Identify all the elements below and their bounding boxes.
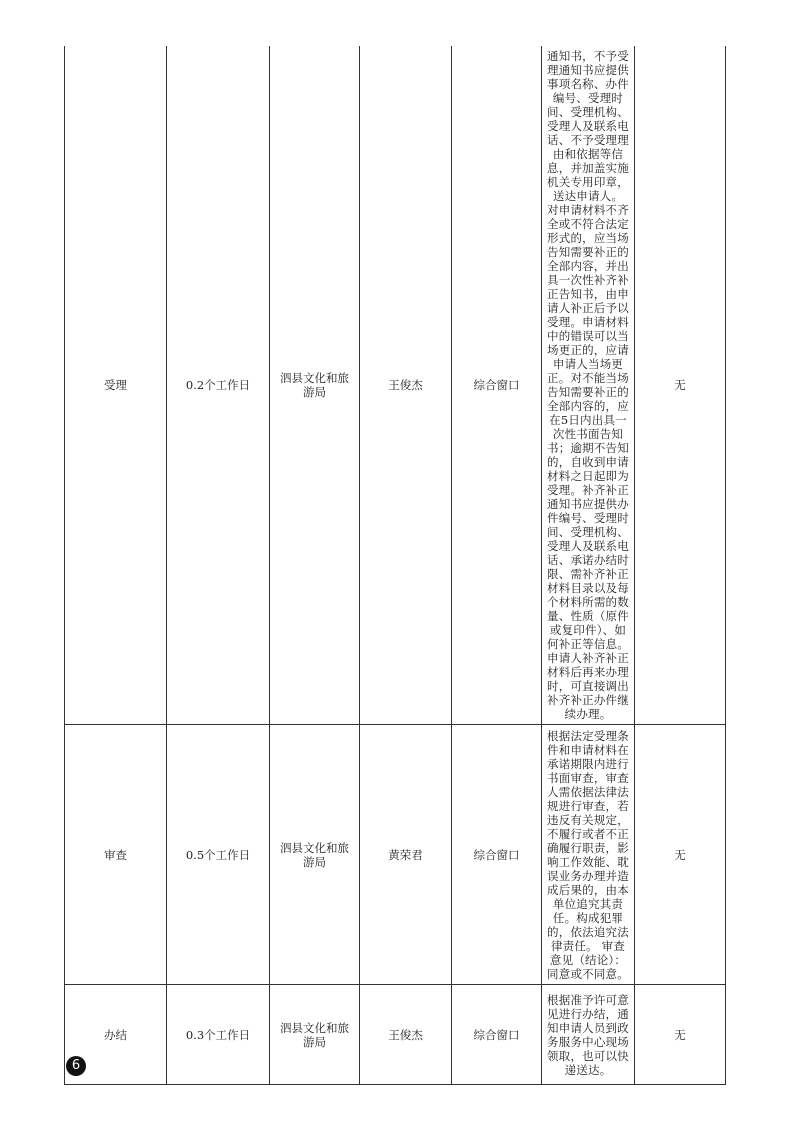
person-cell: 黄荣君 (360, 725, 452, 985)
desc-text: 根据准予许可意见进行办结，通知申请人员到政务服务中心现场领取，也可以快递送达。 (547, 992, 629, 1077)
desc-text: 通知书，不予受理通知书应提供事项名称、办件编号、受理时间、受理机构、受理人及联系电话、不予受理理由和依据等信息，并加盖实施机关专用印章，送达申请人。 对申请材料不齐全或不符合法定形式的，应当场告知需要补正的全部内容，并出具一次性补齐补正告知书，由申请人补正后予以受理。申请材料中的错误可以当场更正的，应请申请人当场更正。对不能当场告知需要补正的全部内容的，应在5日内出具一次性书面告知书；逾期不告知的，自收到申请材料之日起即为受理。补齐补正通知书应提供办件编号、受理时间、受理机构、受理人及联系电话、承诺办结时限、需补齐补正材料目录以及每个材料所需的数量、性质（原件或复印件）、如何补正等信息。申请人补齐补正材料后再来办理时，可直接调出补齐补正办件继续办理。 (547, 49, 629, 721)
desc-cell (542, 725, 635, 985)
org-text: 泗县文化和旅游局 (280, 1020, 349, 1049)
org-cell (270, 985, 360, 1085)
desc-cell (542, 985, 635, 1085)
window-cell: 综合窗口 (452, 985, 542, 1085)
org-text: 泗县文化和旅游局 (280, 840, 349, 869)
step-cell: 办结 (65, 985, 167, 1085)
table-row (65, 985, 726, 1085)
window-cell: 综合窗口 (452, 725, 542, 985)
desc-cell (542, 46, 635, 725)
org-cell (270, 725, 360, 985)
window-cell: 综合窗口 (452, 46, 542, 725)
person-cell: 王俊杰 (360, 46, 452, 725)
page-number: 6 (66, 1056, 86, 1076)
extra-cell: 无 (635, 985, 726, 1085)
process-table (64, 46, 726, 1085)
org-cell (270, 46, 360, 725)
step-cell: 审查 (65, 725, 167, 985)
time-cell: 0.2个工作日 (167, 46, 270, 725)
person-cell: 王俊杰 (360, 985, 452, 1085)
extra-cell: 无 (635, 725, 726, 985)
time-cell: 0.5个工作日 (167, 725, 270, 985)
table-row (65, 46, 726, 725)
table-row (65, 725, 726, 985)
desc-text: 根据法定受理条件和申请材料在承诺期限内进行书面审查，审查人需依据法律法规进行审查，若违反有关规定，不履行或者不正确履行职责，影响工作效能、耽误业务办理并造成后果的，由本单位追究其责任。构成犯罪的，依法追究法律责任。 审查意见（结论）：同意或不同意。 (547, 728, 629, 981)
org-text: 泗县文化和旅游局 (280, 371, 349, 399)
step-cell: 受理 (65, 46, 167, 725)
extra-cell: 无 (635, 46, 726, 725)
time-cell: 0.3个工作日 (167, 985, 270, 1085)
